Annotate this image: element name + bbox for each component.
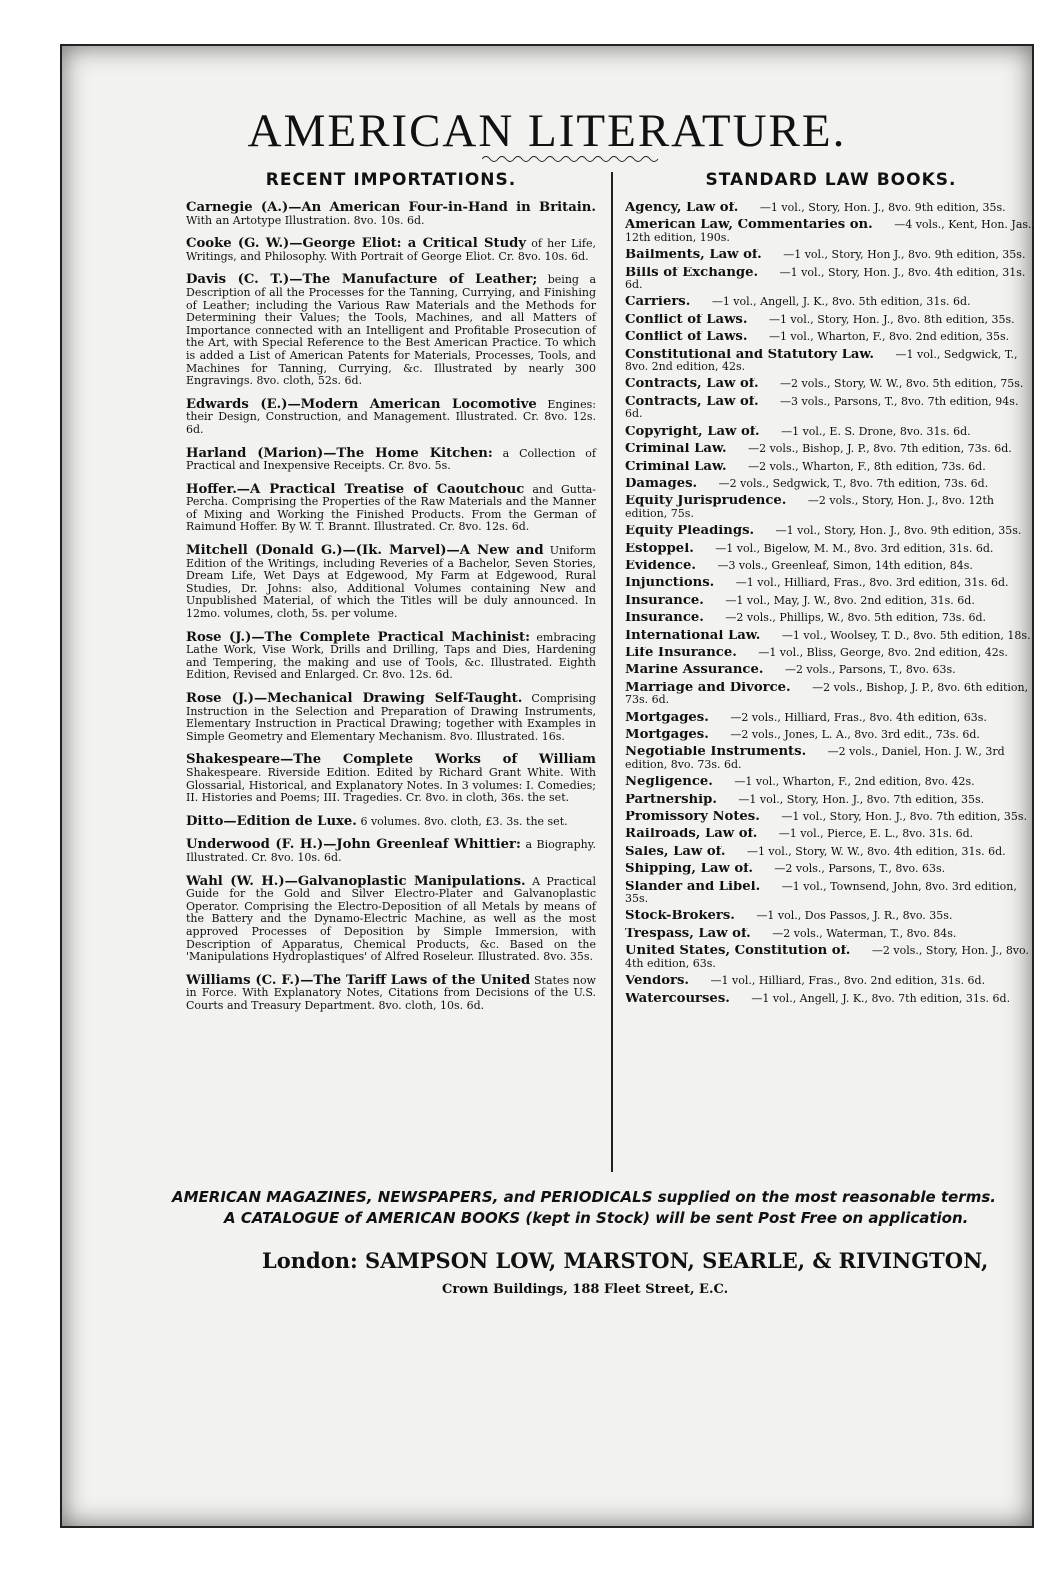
law-book-entry-description: —1 vol., Bigelow, M. M., 8vo. 3rd edition, 31s. 6d. (715, 542, 994, 555)
law-book-entry-description: —1 vol., Wharton, F., 2nd edition, 8vo. 42s. (734, 776, 975, 789)
law-book-entry-description: —1 vol., Angell, J. K., 8vo. 5th edition, 31s. 6d. (711, 296, 971, 309)
law-book-entry (625, 647, 1037, 659)
law-book-entry-description: —1 vol., Woolsey, T. D., 8vo. 5th edition, 18s. (781, 629, 1031, 642)
law-book-entry (625, 378, 1037, 390)
importation-entry-title: Underwood (F. H.)—John Greenleaf Whittier: (186, 837, 521, 853)
importation-entry (186, 873, 596, 964)
importation-entry (186, 445, 597, 473)
law-book-entry-title: Life Insurance. (625, 646, 737, 660)
importation-entry (186, 839, 596, 864)
law-book-entry-description: —1 vol., E. S. Drone, 8vo. 31s. 6d. (781, 425, 971, 438)
law-book-entry (625, 664, 1037, 676)
law-book-entry (625, 993, 1037, 1005)
importation-entry-description: embracing Lathe Work, Vise Work, Drills and Drilling, Taps and Dies, Hardening and Tempering, the making and use of Tools, &c. Illustrated. Eighth Edition, Revised and Enlarged. Cr. 8vo. 12s. 6d. (186, 630, 596, 682)
address-line: Crown Buildings, 188 Fleet Street, E.C. (442, 1282, 729, 1297)
importation-entry-title: Edwards (E.)—Modern American Locomotive (186, 396, 537, 412)
law-book-entry (625, 746, 1037, 771)
law-book-entry (625, 331, 1037, 343)
law-book-entry-title: Equity Jurisprudence. (625, 495, 787, 509)
law-book-entry-description: —3 vols., Parsons, T., 8vo. 7th edition, 94s. 6d. (625, 395, 1019, 421)
law-book-entry (625, 881, 1037, 906)
law-book-entry (625, 495, 1037, 520)
law-book-entry-title: United States, Constitution of. (625, 945, 851, 959)
law-book-entry (625, 975, 1037, 987)
publisher-line: London: SAMPSON LOW, MARSTON, SEARLE, & RIVINGTON, (262, 1248, 989, 1273)
importation-entry-title: Williams (C. F.)—The Tariff Laws of the United (186, 972, 531, 988)
law-book-entry-title: Criminal Law. (625, 443, 727, 456)
law-book-entry (625, 426, 1037, 438)
importation-entry-title: Rose (J.)—The Complete Practical Machinist: (186, 629, 530, 645)
law-book-entry (625, 928, 1037, 940)
importation-entry (186, 545, 596, 621)
law-book-entry (625, 314, 1037, 326)
importation-entry-title: Wahl (W. H.)—Galvanoplastic Manipulations. (186, 873, 526, 889)
law-book-entry-title: Criminal Law. (625, 460, 727, 473)
law-book-entry-description: —2 vols., Parsons, T., 8vo. 63s. (774, 863, 946, 876)
law-book-entry-description: —1 vol., Townsend, John, 8vo. 3rd edition, 35s. (625, 880, 1017, 906)
law-book-entry-description: —1 vol., Story, Hon. J., 8vo. 9th edition, 35s. (759, 202, 1006, 214)
law-book-entry-description: —2 vols., Parsons, T., 8vo. 63s. (784, 664, 956, 677)
left-column (186, 170, 596, 1023)
importation-entry (186, 754, 596, 804)
law-book-entry-title: Marine Assurance. (625, 664, 764, 677)
importation-entry-description: Engines: their Design, Construction, and Management. Illustrated. Cr. 8vo. 12s. 6d. (186, 397, 596, 436)
law-book-entry-title: Negligence. (625, 776, 713, 789)
law-book-entry-title: Estoppel. (625, 542, 694, 555)
importation-entry-description: Shakespeare. Riverside Edition. Edited by Richard Grant White. With Glossarial, Historical, and Explanatory Notes. In 3 volumes: I. Comedies; II. Histories and Poems; III. Tragedies. Cr. 8vo. in cloth, 36s. the set. (186, 765, 596, 805)
law-book-entry-description: —1 vol., Story, Hon. J., 8vo. 4th edition, 31s. 6d. (625, 266, 1026, 292)
law-book-entry-title: Constitutional and Statutory Law. (625, 348, 875, 362)
footer-magazines-line: AMERICAN MAGAZINES, NEWSPAPERS, and PERIODICALS supplied on the most reasonable terms. (172, 1188, 996, 1206)
law-book-entry-description: —1 vol., Bliss, George, 8vo. 2nd edition, 42s. (758, 646, 1008, 659)
law-book-entry-title: Negotiable Instruments. (625, 746, 807, 760)
law-book-entry (625, 863, 1037, 875)
page (60, 44, 1034, 1528)
law-book-entry-title: Stock-Brokers. (625, 910, 735, 923)
law-book-entry-description: —2 vols., Story, W. W., 8vo. 5th edition, 75s. (780, 378, 1024, 391)
law-book-entry (625, 202, 1037, 214)
importation-entry-title: Davis (C. T.)—The Manufacture of Leather; (186, 272, 538, 288)
law-book-entry-description: —2 vols., Story, Hon. J., 8vo. 12th edition, 75s. (625, 495, 994, 520)
law-book-entry-title: Injunctions. (625, 577, 715, 590)
law-book-entry-title: Vendors. (625, 975, 689, 988)
law-book-entry-title: Slander and Libel. (625, 880, 761, 894)
law-book-entry-title: Conflict of Laws. (625, 331, 748, 344)
law-book-entry-title: Sales, Law of. (625, 845, 726, 859)
law-book-entry-description: —4 vols., Kent, Hon. Jas., 12th edition, 190s. (625, 219, 1036, 244)
importation-entry-description: being a Description of all the Processes for the Tanning, Currying, and Finishing of Leather; including the Various Raw Materials and the Methods for Determining their Values; the Tools, Machines, and all Matters of Importance connected with an Intelligent and Profitable Prosecution of the Art, with Special Reference to the Best American Practice. To which is added a List of American Patents for Materials, Processes, Tools, and Machines for Tanning, Currying, &c. Illustrated by nearly 300 Engravings. 8vo. cloth, 52s. 6d. (186, 273, 596, 388)
law-book-entry (625, 249, 1037, 261)
importation-entry (186, 972, 596, 1013)
law-book-entry-description: —1 vol., Hilliard, Fras., 8vo. 2nd edition, 31s. 6d. (710, 975, 986, 988)
law-book-entry-description: —1 vol., Wharton, F., 8vo. 2nd edition, 35s. (768, 331, 1010, 344)
law-book-entry (625, 396, 1037, 421)
law-book-entry (625, 910, 1037, 922)
law-book-entry (625, 461, 1037, 473)
law-book-entry (625, 543, 1037, 555)
law-book-entry-description: —2 vols., Phillips, W., 8vo. 5th edition, 73s. 6d. (725, 612, 986, 625)
law-book-entry-description: —1 vol., Hilliard, Fras., 8vo. 3rd edition, 31s. 6d. (735, 577, 1009, 590)
law-book-entry-description: —2 vols., Hilliard, Fras., 8vo. 4th edition, 63s. (730, 711, 987, 724)
importation-entry (186, 238, 596, 263)
importation-entry (186, 481, 597, 534)
importation-entry (186, 274, 596, 387)
law-book-entry (625, 828, 1037, 840)
law-book-entry-description: —1 vol., Story, W. W., 8vo. 4th edition, 31s. 6d. (746, 845, 1006, 858)
law-book-entry-description: —2 vols., Daniel, Hon. J. W., 3rd edition, 8vo. 73s. 6d. (625, 746, 1005, 771)
importation-entry-title: Hoffer.—A Practical Treatise of Caoutchouc (186, 481, 525, 497)
law-book-entry-title: Marriage and Divorce. (625, 681, 791, 695)
importation-entry (186, 813, 596, 829)
importation-entry-description: and Gutta-Percha. Comprising the Properties of the Raw Materials and the Manner of Mixing and Working the Finished Products. From the German of Raimund Hoffer. By W. T. Brannt. Illustrated. Cr. 8vo. 12s. 6d. (186, 482, 597, 534)
importation-entry-title: Mitchell (Donald G.)—(Ik. Marvel)—A New and (186, 543, 544, 559)
law-book-entry-description: —1 vol., Story, Hon J., 8vo. 9th edition, 35s. (783, 249, 1026, 262)
law-book-entry-title: Railroads, Law of. (625, 828, 758, 841)
law-book-entry-description: —1 vol., Dos Passos, J. R., 8vo. 35s. (756, 910, 953, 923)
law-book-entry-description: —1 vol., Story, Hon. J., 8vo. 8th edition, 35s. (768, 313, 1015, 326)
law-book-entry-description: —2 vols., Sedgwick, T., 8vo. 7th edition, 73s. 6d. (718, 477, 989, 490)
law-book-entry-title: Mortgages. (625, 729, 709, 742)
law-book-entry (625, 525, 1037, 537)
law-book-entry (625, 630, 1037, 642)
law-book-entry-description: —2 vols., Bishop, J. P., 8vo. 7th edition, 73s. 6d. (748, 443, 1012, 456)
importation-entry-title: Rose (J.)—Mechanical Drawing Self-Taught. (186, 691, 523, 706)
importation-entry-description: a Biography. Illustrated. Cr. 8vo. 10s. 6d. (186, 838, 596, 864)
law-book-entry-description: —1 vol., Story, Hon. J., 8vo. 7th edition, 35s. (738, 793, 985, 806)
footer-catalogue-line: A CATALOGUE of AMERICAN BOOKS (kept in Stock) will be sent Post Free on application. (224, 1209, 969, 1227)
law-book-entry-title: American Law, Commentaries on. (625, 219, 873, 233)
law-book-entry (625, 811, 1037, 823)
law-book-entry-title: Contracts, Law of. (625, 378, 759, 391)
law-book-entry-title: Evidence. (625, 559, 696, 573)
law-book-entry-title: Watercourses. (625, 992, 730, 1005)
law-book-entry-title: Bailments, Law of. (625, 249, 762, 262)
law-book-entry (625, 349, 1037, 374)
law-book-entry-description: —2 vols., Story, Hon. J., 8vo. 4th edition, 63s. (625, 945, 1029, 970)
law-book-entry (625, 612, 1037, 624)
law-book-entry-title: Promissory Notes. (625, 811, 760, 824)
law-book-entry (625, 595, 1037, 607)
importation-entry-description: Comprising Instruction in the Selection and Preparation of Drawing Instruments, Elementary Instruction in Practical Drawing; together with Examples in Simple Geometry and Elementary Mechanism. 8vo. Illustrated. 16s. (186, 692, 596, 743)
law-book-entry-description: —1 vol., Sedgwick, T., 8vo. 2nd edition, 42s. (625, 348, 1018, 374)
importation-entry (186, 693, 596, 743)
law-book-entry-description: —1 vol., Story, Hon. J., 8vo. 7th edition, 35s. (781, 811, 1028, 824)
column-divider (611, 172, 613, 1172)
law-book-entry (625, 267, 1037, 292)
importation-entry-title: Cooke (G. W.)—George Eliot: a Critical Study (186, 236, 527, 252)
law-book-entry (625, 219, 1037, 244)
importation-entry (186, 396, 596, 437)
importation-entry-description: a Collection of Practical and Inexpensive Receipts. Cr. 8vo. 5s. (186, 446, 597, 473)
law-book-entry-description: —1 vol., May, J. W., 8vo. 2nd edition, 31s. 6d. (725, 594, 975, 607)
law-book-entry (625, 729, 1037, 741)
importation-entry (186, 629, 596, 682)
importation-entry-description: States now in Force. With Explanatory Notes, Citations from Decisions of the U.S. Courts and Treasury Department. 8vo. cloth, 10s. 6d. (186, 973, 596, 1012)
law-book-entry-title: Contracts, Law of. (625, 395, 759, 409)
importation-entry-description: With an Artotype Illustration. 8vo. 10s. 6d. (186, 213, 425, 227)
law-book-entry-description: —2 vols., Jones, L. A., 8vo. 3rd edit., 73s. 6d. (730, 729, 980, 741)
law-book-entry-title: Partnership. (625, 793, 717, 807)
importation-entry-title: Harland (Marion)—The Home Kitchen: (186, 445, 493, 461)
importation-entry-description: A Practical Guide for the Gold and Silver Electro-Plater and Galvanoplastic Operator. Comprising the Electro-Deposition of all Metals by means of the Battery and the Dynamo-Electric Machine, as well as the most approved Processes of Deposition by Simple Immersion, with Description of Apparatus, Chemical Products, &c. Based on the 'Manipulations Hydroplastiques' of Alfred Roseleur. Illustrated. 8vo. 35s. (186, 874, 596, 964)
law-book-entry-title: Shipping, Law of. (625, 863, 753, 876)
law-book-entry-title: Trespass, Law of. (625, 927, 751, 941)
recent-importations-list (186, 202, 596, 1012)
law-book-entry-title: Insurance. (625, 612, 704, 625)
law-book-entry (625, 794, 1037, 806)
law-book-entry-description: —1 vol., Story, Hon. J., 8vo. 9th edition, 35s. (775, 525, 1022, 538)
law-book-entry (625, 776, 1037, 788)
law-book-entry-title: Copyright, Law of. (625, 425, 760, 439)
importation-entry-description: 6 volumes. 8vo. cloth, £3. 3s. the set. (360, 814, 568, 828)
importation-entry-title: Shakespeare—The Complete Works of William (186, 752, 596, 768)
law-book-entry-title: Damages. (625, 477, 698, 491)
law-books-list (625, 202, 1037, 1005)
law-book-entry-description: —2 vols., Waterman, T., 8vo. 84s. (772, 927, 957, 940)
left-column-heading: RECENT IMPORTATIONS. (265, 170, 517, 190)
law-book-entry (625, 560, 1037, 572)
law-book-entry-title: Conflict of Laws. (625, 313, 748, 327)
law-book-entry-title: Mortgages. (625, 711, 709, 724)
law-book-entry-description: —3 vols., Greenleaf, Simon, 14th edition, 84s. (717, 559, 973, 572)
right-column (625, 170, 1037, 1010)
importation-entry-title: Carnegie (A.)—An American Four-in-Hand in Britain. (186, 200, 596, 215)
law-book-entry (625, 296, 1037, 308)
law-book-entry-description: —1 vol., Angell, J. K., 8vo. 7th edition, 31s. 6d. (751, 992, 1011, 1005)
law-book-entry-title: Agency, Law of. (625, 202, 739, 215)
law-book-entry (625, 682, 1037, 707)
law-book-entry (625, 443, 1037, 455)
importation-entry-description: of her Life, Writings, and Philosophy. With Portrait of George Eliot. Cr. 8vo. 10s. 6d. (186, 237, 596, 263)
law-book-entry (625, 577, 1037, 589)
law-book-entry-title: Carriers. (625, 296, 691, 309)
law-book-entry-title: Insurance. (625, 594, 704, 608)
importation-entry-title: Ditto—Edition de Luxe. (186, 813, 357, 829)
wavy-rule (482, 154, 662, 164)
law-book-entry-description: —2 vols., Bishop, J. P., 8vo. 6th edition, 73s. 6d. (625, 681, 1029, 707)
importation-entry-description: Uniform Edition of the Writings, including Reveries of a Bachelor, Seven Stories, Dream Life, Wet Days at Edgewood, My Farm at Edgewood, Rural Studies, Dr. Johns: also, Additional Volumes containing New and Unpublished Material, of which the Titles will be duly announced. In 12mo. volumes, cloth, 5s. per volume. (186, 544, 596, 621)
law-book-entry (625, 846, 1037, 858)
page-title: AMERICAN LITERATURE. (247, 105, 847, 157)
law-book-entry-title: International Law. (625, 629, 761, 642)
law-book-entry (625, 712, 1037, 724)
right-column-heading: STANDARD LAW BOOKS. (705, 170, 957, 190)
law-book-entry-title: Bills of Exchange. (625, 266, 759, 280)
importation-entry (186, 202, 596, 227)
law-book-entry (625, 478, 1037, 490)
law-book-entry-description: —2 vols., Wharton, F., 8th edition, 73s. 6d. (748, 460, 986, 473)
law-book-entry-description: —1 vol., Pierce, E. L., 8vo. 31s. 6d. (778, 828, 974, 841)
law-book-entry (625, 945, 1037, 970)
law-book-entry-title: Equity Pleadings. (625, 525, 755, 538)
